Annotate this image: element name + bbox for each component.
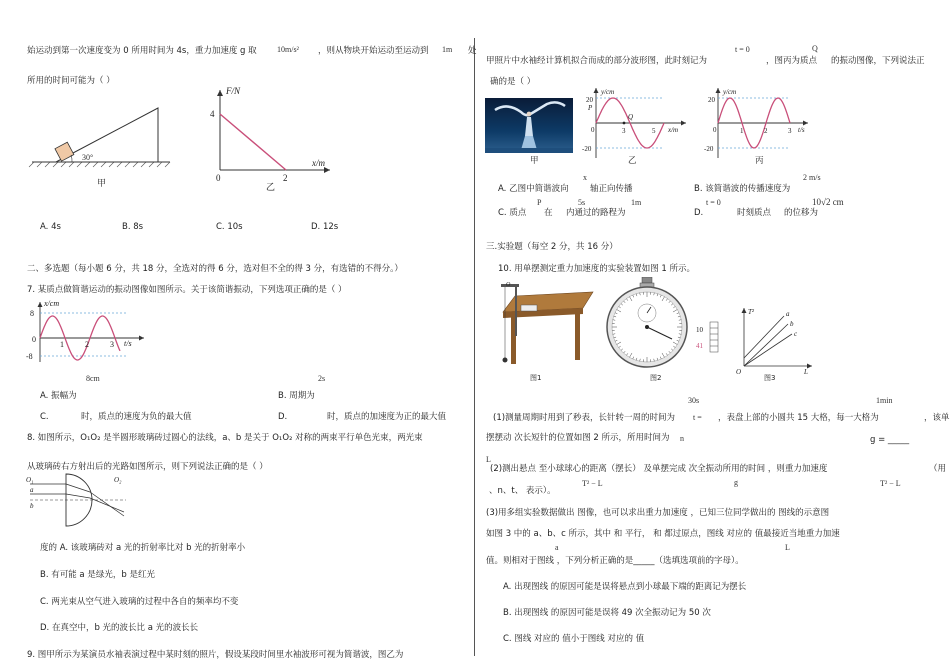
q10-option-a: A. 出现图线 的原因可能是误将悬点到小球最下端的距离记为摆长 (503, 582, 747, 592)
vib-x-label: t/s (798, 126, 805, 134)
vib-origin: 0 (713, 126, 717, 134)
question-intro-line2: 所用的时间可能为（ ） (27, 76, 115, 86)
origin-label: 0 (216, 173, 221, 183)
figure1-caption: 图1 (530, 374, 542, 382)
q7-option-a: A. 振幅为 (40, 391, 77, 401)
q8-option-a: 度的 A. 该玻璃砖对 a 光的折射率比对 b 光的折射率小 (40, 543, 246, 553)
x-axis-label: x/cm (44, 299, 60, 308)
wave-graph (582, 86, 694, 162)
gravity-value: 10m/s² (277, 45, 299, 54)
performer-photo (485, 98, 573, 153)
q10-part3-b: 如图 3 中的 a、b、c 所示，其中 和 平行， 和 都过原点，图线 对应的 值最接近当地重力加速 (486, 529, 840, 539)
vib-x-1: 1 (740, 127, 744, 135)
q9-continuation-2: 确的是（ ） (490, 77, 536, 87)
vib-y-20: 20 (708, 96, 715, 104)
incline-figure (28, 100, 178, 190)
section2-header: 二、多选题（每小题 6 分，共 18 分，全选对的得 6 分，选对但不全的得 3 分，有选错的不得分。） (27, 264, 403, 274)
float-l: L (486, 455, 491, 464)
q10-option-b: B. 出现图线 的原因可能是误将 49 次全振动记为 50 次 (503, 608, 711, 618)
question9-stem: 9. 图甲所示为某演员水袖表演过程中某时刻的照片，假设某段时间里水袖波形可视为简谐波，图乙为 (27, 650, 404, 660)
x-tick-1: 1 (60, 340, 64, 349)
option-a: A. 4s (40, 222, 61, 232)
wave-x-label: x/m (668, 126, 679, 134)
figure-yi-caption: 乙 (266, 183, 276, 193)
stopwatch-scale-detail (694, 320, 724, 354)
label-a: a (30, 486, 34, 494)
float-p: P (537, 198, 542, 207)
q9-option-d: D. (694, 208, 704, 218)
option-b: B. 8s (122, 222, 144, 232)
q9-option-a-tail: 轴正向传播 (590, 184, 633, 194)
x-tick-2: 2 (85, 340, 89, 349)
wave-origin: 0 (591, 126, 595, 134)
float-8cm: 8cm (86, 374, 100, 383)
t-axis-label: t/s (124, 339, 132, 348)
q10-part1-line2: 摆摆动 次长短针的位置如图 2 所示，所用时间为 (486, 433, 670, 443)
force-axis-label: F/N (226, 86, 241, 96)
q10-part2-a: (2)测出悬点 至小球球心的距离（摆长） 及单摆完成 次全振动所用的时间 ，则重力加速度 (490, 464, 828, 474)
q9-option-a: A. 乙图中简谐波向 (498, 184, 569, 194)
question8-stem: 8. 如图所示，O₁O₂ 是半圆形玻璃砖过圆心的法线，a、b 是关于 O₁O₂ 对称的两束平行单色光束，两光束 (27, 433, 423, 443)
float-30s: 30s (688, 396, 700, 405)
q8-option-b: B. 有可能 a 是绿光，b 是红光 (40, 570, 155, 580)
wave-y-20: 20 (586, 96, 593, 104)
float-displacement: 10√2 cm (812, 197, 844, 207)
y-tick-neg8: -8 (26, 352, 33, 361)
float-speed: 2 m/s (803, 173, 821, 182)
vib-y-neg20: -20 (704, 145, 714, 153)
label-o1: O₁ (26, 476, 34, 484)
question-intro-line1: 始运动到第一次速度变为 0 所用时间为 4s，重力加速度 g 取 (27, 46, 257, 56)
option-d: D. 12s (311, 222, 339, 232)
wave-label-q: Q (628, 113, 634, 121)
float-2s: 2s (318, 374, 326, 383)
figure2-caption: 图2 (650, 374, 662, 382)
float-n: n (680, 434, 684, 443)
q7-option-c-prefix: C. (40, 412, 49, 422)
vibration-caption: 丙 (755, 156, 764, 166)
float-1m: 1m (631, 198, 642, 207)
option-c: C. 10s (216, 222, 243, 232)
q10-part1-b: ，表盘上部的小圆共 15 大格，每一大格为 (718, 413, 879, 423)
stopwatch-figure (600, 277, 696, 369)
float-t2l: T² − L (582, 479, 603, 488)
q9-option-d-tail: 时刻质点 (737, 208, 772, 218)
wave-y-label: y/cm (601, 88, 615, 96)
q10-part2-yong: （用 (929, 464, 947, 474)
scale-41: 41 (696, 342, 703, 350)
label-o2: O₂ (114, 476, 122, 484)
fig3-origin: O (736, 368, 742, 374)
label-b: b (30, 502, 34, 510)
q7-option-c: 时，质点的速度为负的最大值 (81, 412, 192, 422)
t-squared-length-graph (736, 304, 816, 374)
q8-option-d: D. 在真空中，b 光的波长比 a 光的波长长 (40, 623, 199, 633)
q9-continuation-b: ，图丙为质点 (766, 56, 818, 66)
fig3-line-c: c (794, 330, 798, 338)
y-tick-0: 0 (32, 335, 36, 344)
wave-x-5: 5 (652, 127, 656, 135)
question-intro-chu: 处 (468, 46, 477, 56)
question-intro-line1-tail: ，则从物块开始运动至运动到 (318, 46, 429, 56)
q7-option-b: B. 周期为 (278, 391, 315, 401)
displacement-tick-2: 2 (283, 173, 288, 183)
force-displacement-graph (206, 84, 341, 194)
wave-x-3: 3 (622, 127, 626, 135)
question10-stem: 10. 用单摆测定重力加速度的实验装置如图 1 所示。 (498, 264, 696, 274)
float-x: x (583, 173, 587, 182)
q9-option-c: C. 质点 (498, 208, 527, 218)
figure3-caption: 图3 (764, 374, 776, 382)
q10-part3-c: 值。则相对于图线 ，下列分析正确的是_____（选填选项前的字母）。 (486, 556, 744, 566)
q7-option-d: 时，质点的加速度为正的最大值 (327, 412, 447, 422)
glass-brick-figure (26, 468, 136, 528)
float-t2l-2: T² − L (880, 479, 901, 488)
q10-option-c: C. 图线 对应的 值小于图线 对应的 值 (503, 634, 645, 644)
q10-part1-c: ，该单 (924, 413, 950, 423)
fig3-line-b: b (790, 320, 794, 328)
oscillation-graph (26, 298, 156, 368)
fig3-line-a: a (786, 310, 790, 318)
q10-part1-a: (1)测量周期时用到了秒表，长针转一周的时间为 (493, 413, 676, 423)
displacement-axis-label: x/m (312, 158, 325, 168)
figure-jia-caption: 甲 (97, 179, 107, 189)
q9-continuation-c: 的振动图像，下列说法正 (831, 56, 925, 66)
wave-y-neg20: -20 (582, 145, 592, 153)
q9-option-b: B. 该简谐波的传播速度为 (694, 184, 791, 194)
q7-option-d-prefix: D. (278, 412, 288, 422)
float-1min: 1min (876, 396, 893, 405)
float-t0-b: t = 0 (706, 198, 721, 207)
g-blank: g = _____ (870, 435, 910, 445)
q9-option-d-tail2: 的位移为 (784, 208, 819, 218)
question7-stem: 7. 某质点做简谐运动的振动图像如图所示。关于该简谐振动，下列选项正确的是（ ） (27, 285, 347, 295)
q10-part3-a: (3)用多组实验数据做出 图像，也可以求出重力加速度 ，已知三位同学做出的 图线的示意图 (486, 508, 830, 518)
question8-stem2: 从玻璃砖右方射出后的光路如图所示，则下列说法正确的是（ ） (27, 462, 268, 472)
incline-angle-label: 30° (82, 153, 94, 162)
float-t-equals: t = (693, 413, 702, 422)
float-t0: t = 0 (735, 45, 750, 54)
q8-option-c: C. 两光束从空气进入玻璃的过程中各自的频率均不变 (40, 597, 239, 607)
q9-continuation: 甲照片中水袖经计算机拟合而成的部分波形图，此时刻记为 (486, 56, 708, 66)
vib-x-3: 3 (788, 127, 792, 135)
distance-value: 1m (442, 45, 453, 54)
float-g: g (734, 478, 738, 487)
force-tick-4: 4 (210, 109, 215, 119)
column-divider (474, 38, 475, 656)
q9-option-c-tail: 内通过的路程为 (566, 208, 626, 218)
svg-text:O: O (506, 282, 511, 288)
vib-x-2: 2 (764, 127, 768, 135)
x-tick-3: 3 (110, 340, 114, 349)
wave-label-p: P (588, 104, 593, 112)
fig3-y-label: T² (748, 308, 754, 316)
float-5s: 5s (578, 198, 586, 207)
fig3-x-label: L (804, 368, 808, 374)
vib-y-label: y/cm (723, 88, 737, 96)
q10-part2-line2: 、n、t、 表示）。 (489, 486, 556, 496)
photo-caption: 甲 (530, 156, 539, 166)
q9-option-c-mid: 在 (544, 208, 553, 218)
float-q: Q (812, 44, 818, 53)
section3-header: 三.实验题（每空 2 分，共 16 分） (486, 242, 618, 252)
float-l2: L (785, 543, 790, 552)
y-tick-8: 8 (30, 309, 34, 318)
scale-10: 10 (696, 326, 703, 334)
pendulum-apparatus (485, 278, 597, 370)
vibration-graph (704, 86, 816, 162)
float-a: a (555, 543, 559, 552)
wave-caption: 乙 (628, 156, 637, 166)
